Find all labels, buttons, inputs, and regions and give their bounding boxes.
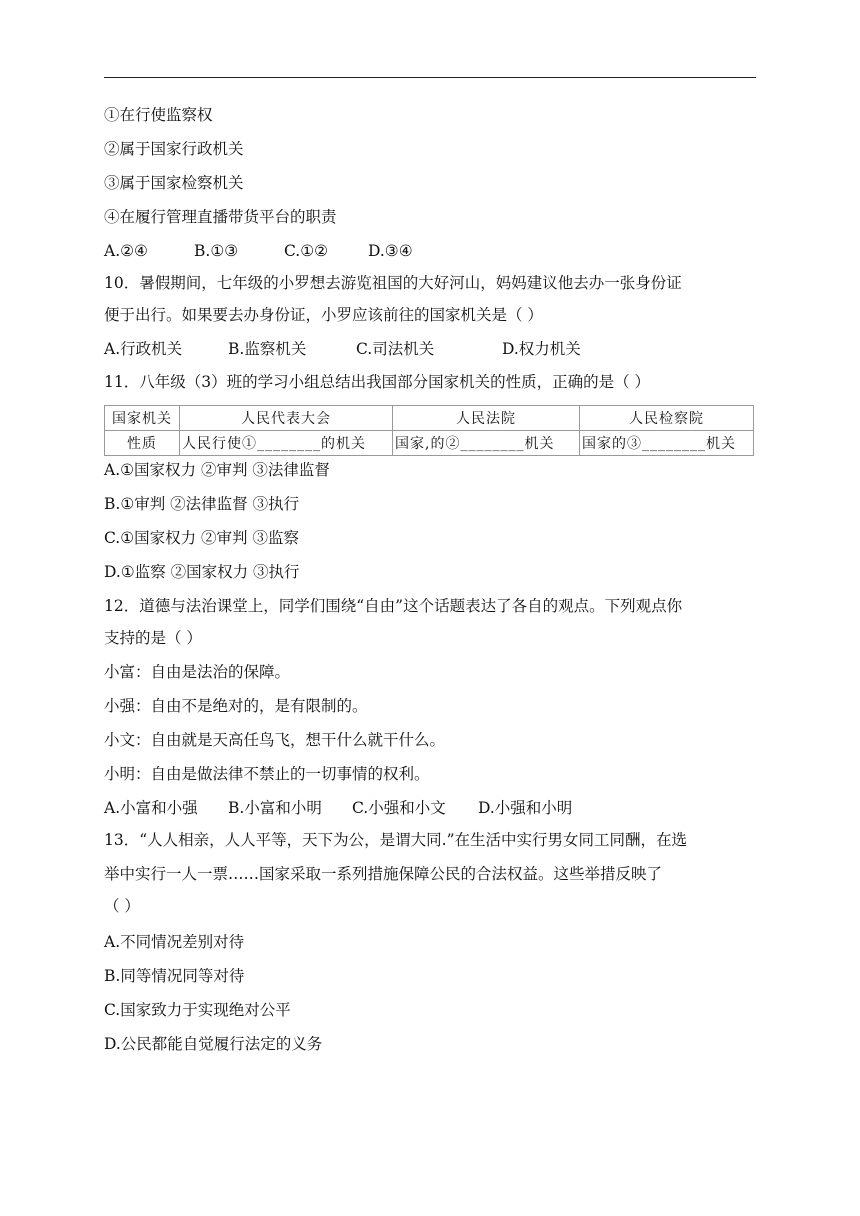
q13-stem-line2: 举中实行一人一票……国家采取一系列措施保障公民的合法权益。这些举措反映了 <box>104 865 663 883</box>
q9-option-3: ③属于国家检察机关 <box>104 174 244 192</box>
q9-answers <box>104 240 760 262</box>
q13-stem-line1: 13．“人人相亲，人人平等，天下为公，是谓大同.”在生活中实行男女同工同酬，在选 <box>104 831 688 849</box>
q12-answer-d: D.小强和小明 <box>478 799 573 817</box>
table-cell: 性质 <box>105 431 180 456</box>
q11-answer-a: A.①国家权力 ②审判 ③法律监督 <box>104 461 330 479</box>
q9-answer-d: D.③④ <box>368 242 413 260</box>
q12-answer-a: A.小富和小强 <box>104 799 198 817</box>
q12-stem-line2: 支持的是（ ） <box>104 629 202 647</box>
q13-answer-a: A.不同情况差别对待 <box>104 933 245 951</box>
q11-answer-b: B.①审判 ②法律监督 ③执行 <box>104 495 300 513</box>
q11-answer-c: C.①国家权力 ②审判 ③监察 <box>104 529 299 547</box>
q12-answer-c: C.小强和小文 <box>352 799 446 817</box>
q12-view-2: 小强：自由不是绝对的，是有限制的。 <box>104 697 368 715</box>
q10-answer-c: C.司法机关 <box>356 340 435 358</box>
q9-option-4: ④在履行管理直播带货平台的职责 <box>104 208 337 226</box>
q10-answer-a: A.行政机关 <box>104 340 183 358</box>
q11-stem: 11．八年级（3）班的学习小组总结出我国部分国家机关的性质，正确的是（ ） <box>104 373 651 391</box>
table-header-cell: 人民法院 <box>393 406 580 431</box>
q12-answer-b: B.小富和小明 <box>228 799 322 817</box>
q12-answers <box>104 797 760 819</box>
table-header-cell: 人民检察院 <box>580 406 754 431</box>
q13-stem-line3: （ ） <box>104 897 140 915</box>
q10-answers <box>104 338 760 360</box>
table-cell: 国家,的②________机关 <box>393 431 580 456</box>
table-header-cell: 人民代表大会 <box>180 406 393 431</box>
table-header-row <box>105 406 754 431</box>
q9-answer-a: A.②④ <box>104 242 148 260</box>
table-cell: 国家的③________机关 <box>580 431 754 456</box>
q9-option-2: ②属于国家行政机关 <box>104 140 244 158</box>
q13-answer-d: D.公民都能自觉履行法定的义务 <box>104 1035 323 1053</box>
header-rule <box>104 77 756 78</box>
q12-view-1: 小富：自由是法治的保障。 <box>104 663 291 681</box>
q13-answer-c: C.国家致力于实现绝对公平 <box>104 1001 291 1019</box>
q9-answer-b: B.①③ <box>194 242 239 260</box>
q13-answer-b: B.同等情况同等对待 <box>104 967 245 985</box>
q10-answer-d: D.权力机关 <box>502 340 581 358</box>
q9-option-1: ①在行使监察权 <box>104 106 213 124</box>
q10-stem-line1: 10．暑假期间，七年级的小罗想去游览祖国的大好河山，妈妈建议他去办一张身份证 <box>104 274 682 292</box>
table-header-cell: 国家机关 <box>105 406 180 431</box>
q9-answer-c: C.①② <box>284 242 329 260</box>
q10-stem-line2: 便于出行。如果要去办身份证，小罗应该前往的国家机关是（ ） <box>104 306 543 324</box>
table-row <box>105 431 754 456</box>
q12-view-4: 小明：自由是做法律不禁止的一切事情的权利。 <box>104 765 430 783</box>
q12-stem-line1: 12．道德与法治课堂上，同学们围绕“自由”这个话题表达了各自的观点。下列观点你 <box>104 597 683 615</box>
q10-answer-b: B.监察机关 <box>228 340 307 358</box>
table-cell: 人民行使①________的机关 <box>180 431 393 456</box>
q12-view-3: 小文：自由就是天高任鸟飞，想干什么就干什么。 <box>104 731 446 749</box>
q11-answer-d: D.①监察 ②国家权力 ③执行 <box>104 563 300 581</box>
state-organs-table <box>104 405 754 456</box>
